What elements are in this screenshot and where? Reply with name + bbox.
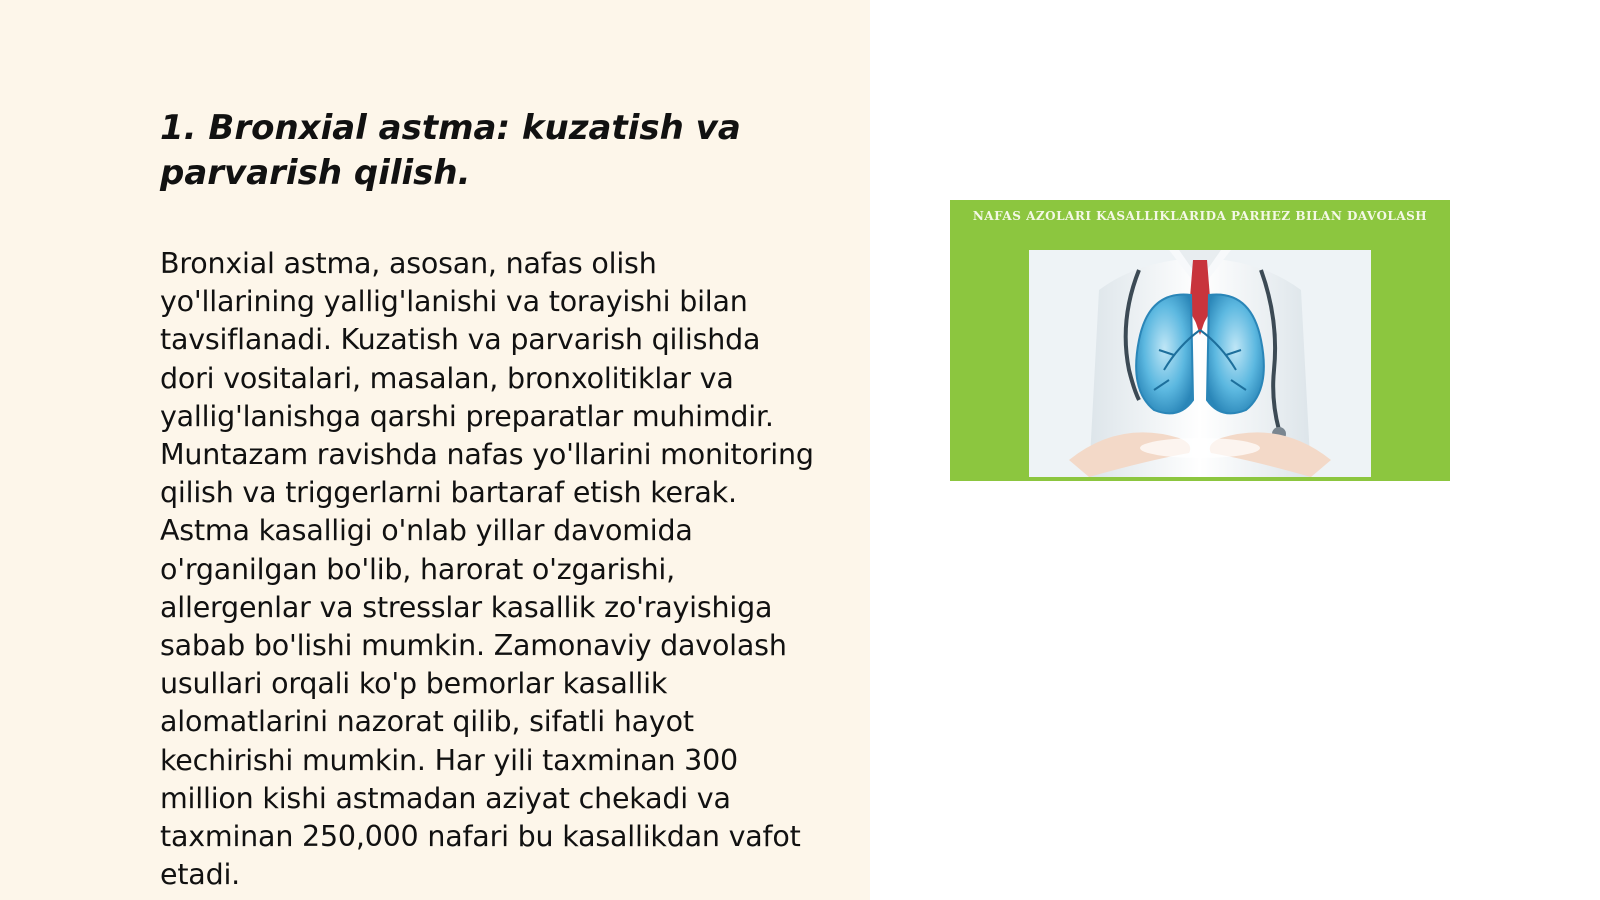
slide-body-text: Bronxial astma, asosan, nafas olish yo'llarining yallig'lanishi va torayishi bilan tavsiflanadi. Kuzatish va parvarish qilishda dori vositalari, masalan, bronxolitiklar va yallig'lanishga qarshi preparatlar muhimdir. Muntazam ravishda nafas yo'llarini monitoring qilish va triggerlarni bartaraf etish kerak. Astma kasalligi o'nlab yillar davomida o'rganilgan bo'lib, harorat o'zgarishi, allergenlar va stresslar kasallik zo'rayishiga sabab bo'lishi mumkin. Zamonaviy davolash usullari orqali ko'p bemorlar kasallik alomatlarini nazorat qilib, sifatli hayot kechirishi mumkin. Har yili taxminan 300 million kishi astmadan aziyat chekadi va taxminan 250,000 nafari bu kasallikdan vafot etadi. bbox=[160, 247, 814, 892]
poster-caption: NAFAS AZOLARI KASALLIKLARIDA PARHEZ BILAN DAVOLASH bbox=[972, 209, 1428, 223]
slide-title: 1. Bronxial astma: kuzatish va parvarish qilish. bbox=[160, 108, 741, 193]
lungs-poster-image bbox=[950, 200, 1450, 481]
lungs-in-hands-icon bbox=[1029, 250, 1371, 477]
